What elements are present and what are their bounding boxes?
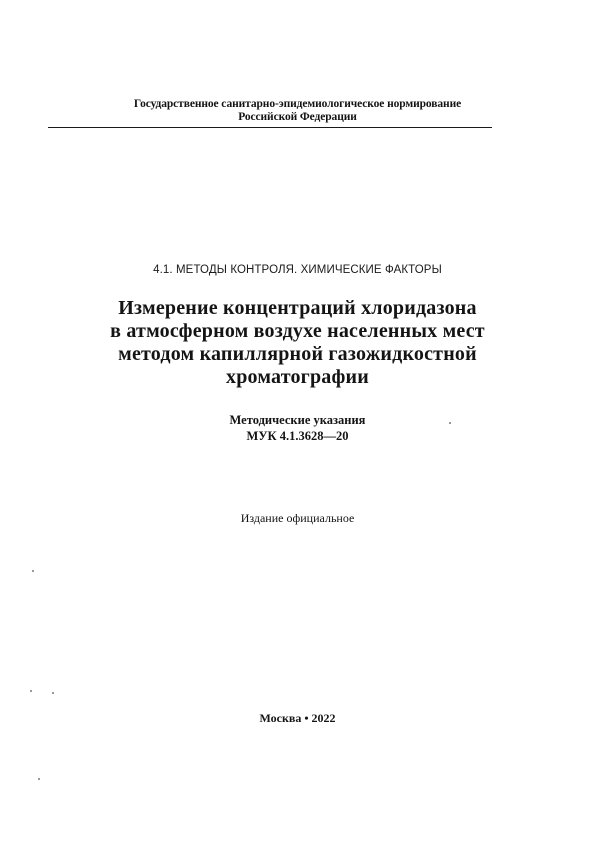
- title-line: в атмосферном воздухе населенных мест: [110, 320, 485, 342]
- document-code: МУК 4.1.3628—20: [246, 429, 349, 443]
- scan-speck: [32, 570, 34, 572]
- scan-speck: [449, 422, 451, 424]
- scan-speck: [38, 778, 40, 780]
- scan-speck: [52, 692, 54, 694]
- header-rule: [48, 127, 492, 128]
- title-line: хроматографии: [226, 366, 369, 388]
- section-heading: 4.1. МЕТОДЫ КОНТРОЛЯ. ХИМИЧЕСКИЕ ФАКТОРЫ: [153, 264, 442, 276]
- title-line: Измерение концентраций хлоридазона: [118, 297, 477, 319]
- title-line: методом капиллярной газожидкостной: [118, 343, 477, 365]
- scan-speck: [30, 690, 32, 692]
- header-subtitle: Российской Федерации: [238, 111, 357, 123]
- edition-label: Издание официальное: [240, 511, 355, 525]
- document-type: Методические указания: [229, 413, 366, 427]
- document-title: [0, 297, 595, 389]
- header-title: Государственное санитарно-эпидемиологическое нормирование: [133, 98, 462, 110]
- publication-place-year: Москва • 2022: [259, 711, 336, 725]
